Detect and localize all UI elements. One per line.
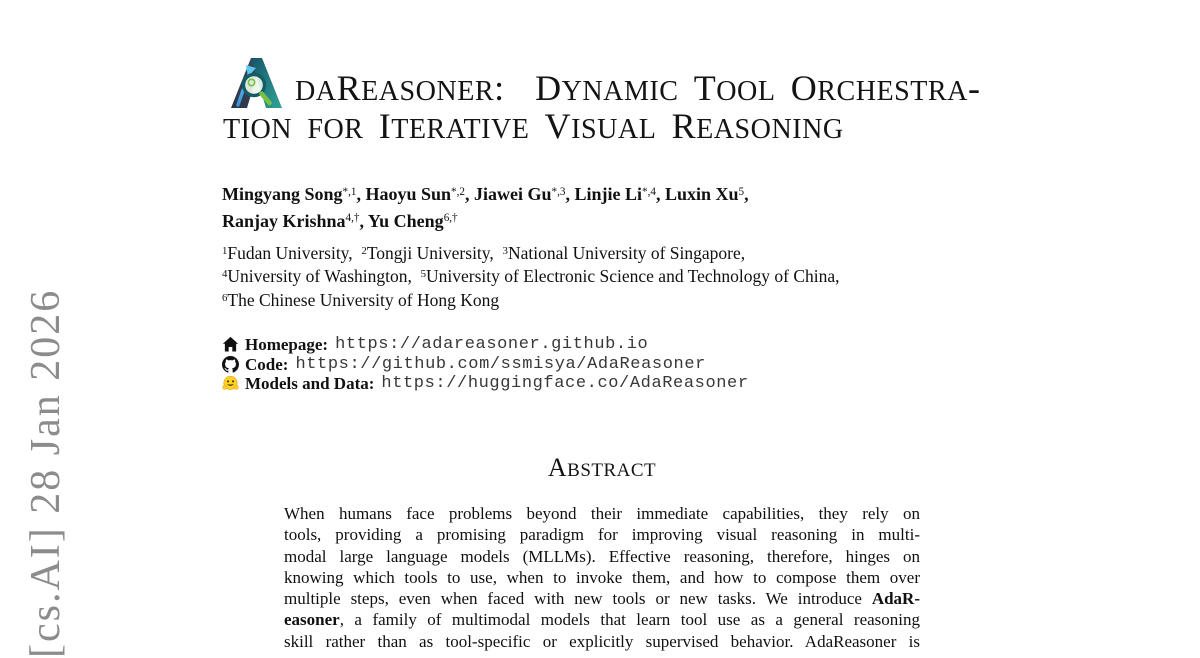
github-icon xyxy=(222,356,239,373)
affiliation-line-3: $^6$The Chinese University of Hong Kong xyxy=(222,289,500,310)
homepage-row xyxy=(222,335,749,355)
code-label: Code: xyxy=(245,354,289,374)
affiliation-line-2: $^4$University of Washington, $^5$University of Electronic Science and Technology of China, xyxy=(222,266,840,287)
abstract-line: knowing which tools to use, when to invoke them, and how to compose them over xyxy=(284,567,920,587)
affiliations xyxy=(222,242,840,312)
resource-links xyxy=(222,335,749,394)
models-row xyxy=(222,374,749,394)
huggingface-icon xyxy=(222,375,239,392)
author-line-1: Mingyang Song$^{*,1}$, Haoyu Sun$^{*,2}$, Jiawei $Gu^{*,3}$, Linjie $Li^{*,4}$, Luxin Xu$^5$, xyxy=(222,184,749,204)
abstract-heading: ABSTRACT xyxy=(547,453,657,482)
models-label: Models and Data: xyxy=(245,374,375,393)
arxiv-watermark: [cs.AI] 28 Jan 2026 xyxy=(23,288,69,658)
abstract-line: multiple steps, even when faced with new tools or new tasks. We introduce AdaR- xyxy=(284,589,920,609)
abstract-line: tools, providing a promising paradigm for improving visual reasoning in multi- xyxy=(284,525,920,545)
author-line-2: Ranjay Krishna$^{4,\dagger}$, Yu Cheng$^{6,\dagger}$ xyxy=(222,210,458,231)
homepage-link[interactable]: https://adareasoner.github.io xyxy=(335,335,649,354)
author-list xyxy=(222,181,749,234)
code-row xyxy=(222,355,749,375)
paper-title-line2: TION FOR ITERATIVE VISUAL REASONING xyxy=(223,106,844,146)
paper-title-line1: DAREASONER: DYNAMIC TOOL ORCHESTRA- xyxy=(295,68,981,108)
adareasoner-logo xyxy=(229,57,284,109)
affiliation-line-1: $^1$Fudan University, $^2$Tongji University, $^3$National University of Singapore, xyxy=(222,243,746,263)
abstract-body xyxy=(284,503,920,652)
home-icon xyxy=(222,336,239,353)
abstract-line: easoner, a family of multimodal models that learn tool use as a general reasoning xyxy=(284,610,920,630)
code-link[interactable]: https://github.com/ssmisya/AdaReasoner xyxy=(295,354,706,374)
homepage-label: Homepage: xyxy=(245,335,329,354)
abstract-line: modal large language models (MLLMs). Effective reasoning, therefore, hinges on xyxy=(284,546,920,566)
abstract-line: skill rather than as tool-specific or explicitly supervised behavior. AdaReasoner is xyxy=(284,631,920,651)
models-link[interactable]: https://huggingface.co/AdaReasoner xyxy=(381,374,749,393)
abstract-line: When humans face problems beyond their immediate capabilities, they rely on xyxy=(284,504,920,523)
